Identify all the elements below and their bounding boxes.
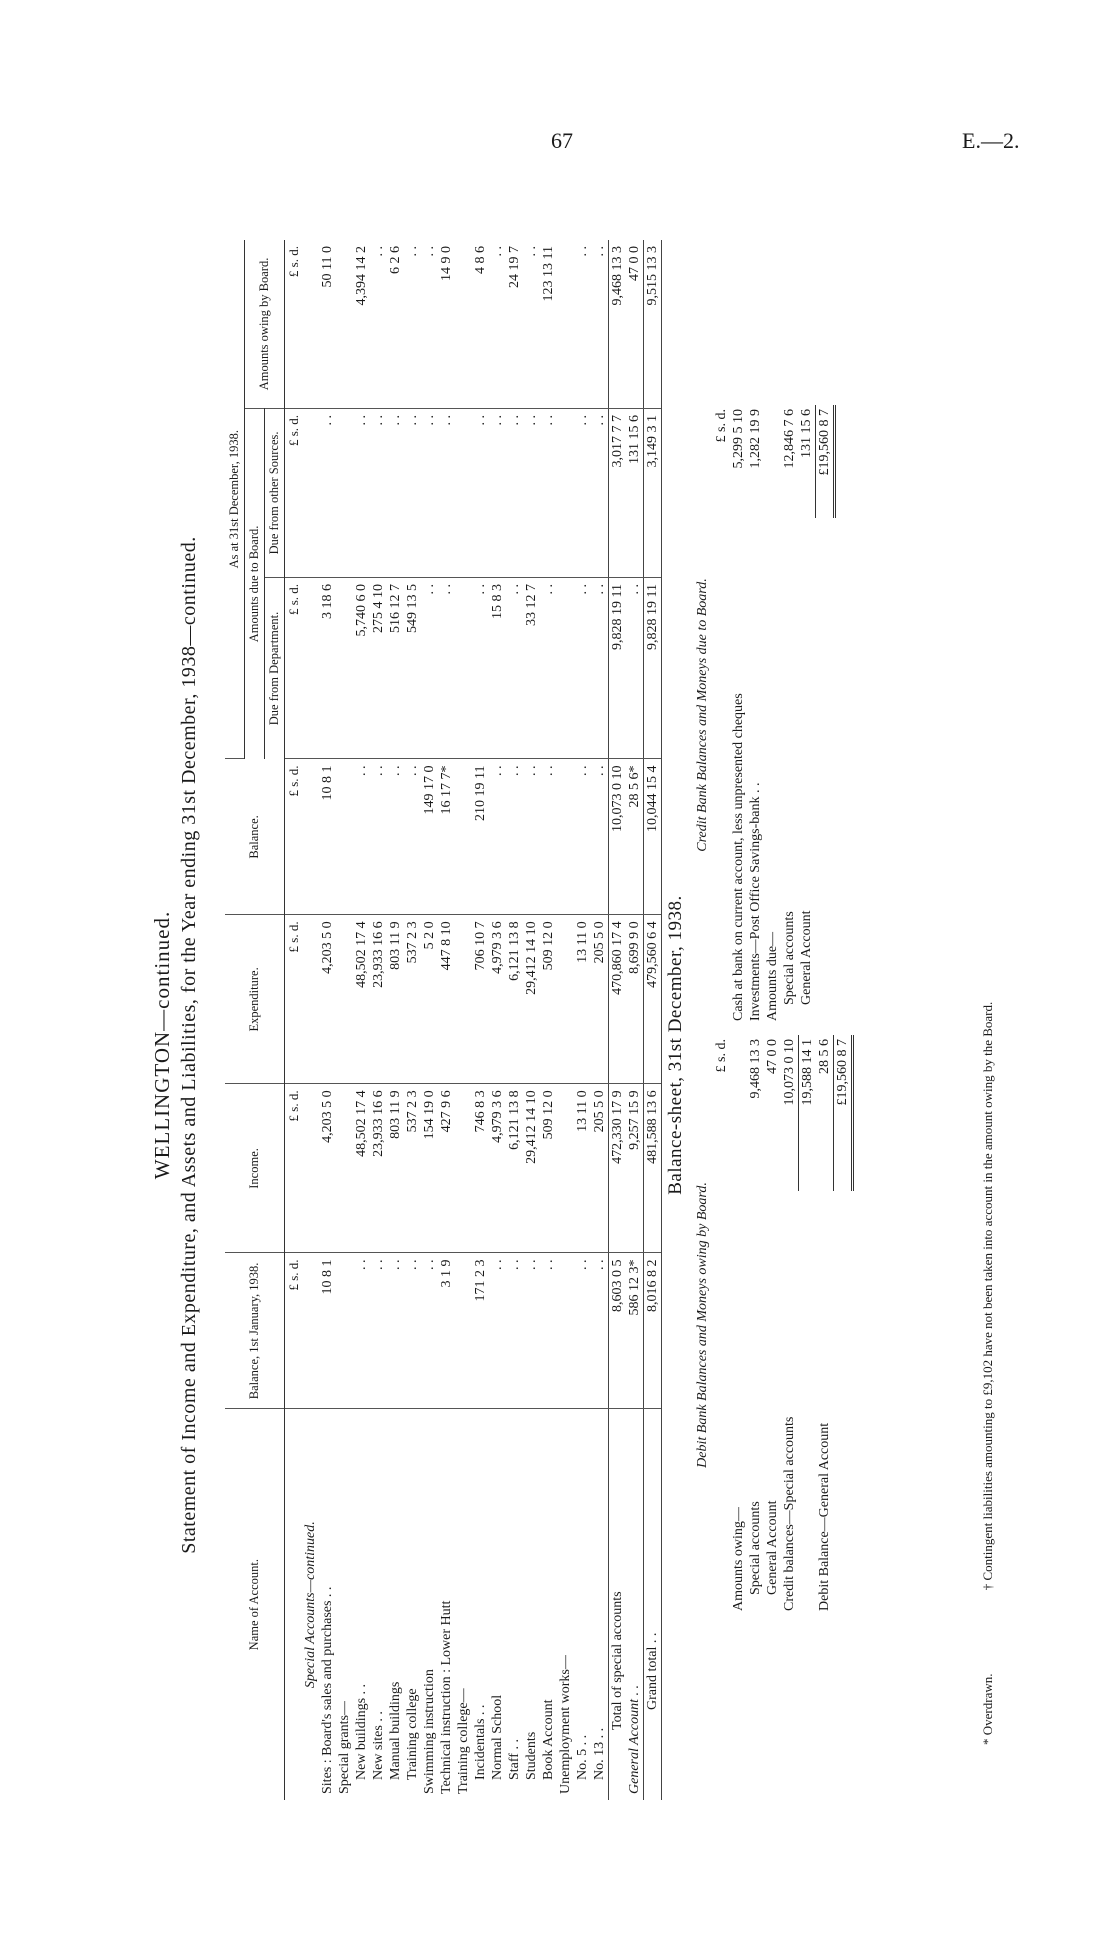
cell-income: 481,588 13 6 xyxy=(644,1084,662,1253)
account-name: Manual buildings xyxy=(387,1681,403,1780)
account-name: Students xyxy=(523,1731,539,1780)
cell-bal-jan xyxy=(557,1253,574,1409)
cell-income: 9,257 15 9 xyxy=(626,1084,644,1253)
debit-subtotal: 19,588 14 1 xyxy=(799,1035,817,1191)
cell-bal: . . xyxy=(591,759,609,915)
cell-dept: . . xyxy=(421,577,438,758)
cell-bal: 28 5 6* xyxy=(626,759,644,915)
cell-owing: 14 9 0 xyxy=(438,240,455,408)
balance-sheet-debit xyxy=(695,1035,854,1615)
table-row xyxy=(302,240,319,1800)
account-name: Special grants— xyxy=(336,1701,352,1794)
unit-cell: £ s. d. xyxy=(285,240,303,408)
cell-bal-jan: . . xyxy=(404,1253,421,1409)
cell-other: . . xyxy=(591,408,609,577)
table-row xyxy=(336,240,353,1800)
cell-exp: 479,560 6 4 xyxy=(644,915,662,1084)
cell-bal-jan: . . xyxy=(387,1253,404,1409)
credit-line-amount: 1,282 19 9 xyxy=(747,409,763,469)
cell-bal-jan: 8,016 8 2 xyxy=(644,1253,662,1409)
table-row xyxy=(353,240,370,1800)
account-name: Sites : Board's sales and purchases . . xyxy=(319,1586,335,1794)
cell-dept: . . xyxy=(472,577,489,758)
cell-other: 131 15 6 xyxy=(626,408,644,577)
cell-bal-jan: 10 8 1 xyxy=(319,1253,336,1409)
balance-sheet-title: Balance-sheet, 31st December, 1938. xyxy=(665,895,686,1195)
credit-total: £19,560 8 7 xyxy=(816,405,835,518)
account-name: Total of special accounts xyxy=(609,1409,627,1800)
account-name: Staff . . xyxy=(506,1739,522,1780)
credit-line-label: General Account xyxy=(798,910,814,1005)
cell-other: . . xyxy=(489,408,506,577)
cell-bal-jan: 586 12 3* xyxy=(626,1253,644,1409)
cell-bal: 149 17 0 xyxy=(421,759,438,915)
col-income: Income. xyxy=(225,1084,285,1253)
account-name: New sites . . xyxy=(370,1711,386,1780)
debit-line-label: Credit balances—Special accounts xyxy=(781,1416,797,1611)
footnote-contingent: † Contingent liabilities amounting to £9,102 have not been taken into account in the amount owing by the Board. xyxy=(980,1001,995,1591)
rotated-statement xyxy=(130,235,1010,1855)
cell-other xyxy=(455,408,472,577)
credit-line-amount xyxy=(764,405,781,518)
cell-owing: . . xyxy=(523,240,540,408)
cell-owing: . . xyxy=(421,240,438,408)
cell-bal xyxy=(302,759,319,915)
table-row xyxy=(489,240,506,1800)
cell-income: 4,979 3 6 xyxy=(489,1084,506,1253)
cell-exp: 803 11 9 xyxy=(387,915,404,1084)
cell-dept: . . xyxy=(574,577,591,758)
debit-heading: Debit Bank Balances and Moneys owing by Board. xyxy=(695,1182,710,1468)
cell-income: 746 8 3 xyxy=(472,1084,489,1253)
cell-income: 205 5 0 xyxy=(591,1084,609,1253)
account-name: Grand total . . xyxy=(644,1409,662,1800)
cell-dept: 549 13 5 xyxy=(404,577,421,758)
cell-dept: 33 12 7 xyxy=(523,577,540,758)
debit-balance-label: Debit Balance—General Account xyxy=(816,1422,832,1611)
credit-line-label: Special accounts xyxy=(781,911,797,1005)
cell-exp: 205 5 0 xyxy=(591,915,609,1084)
cell-income: 13 11 0 xyxy=(574,1084,591,1253)
table-row xyxy=(506,240,523,1800)
cell-income xyxy=(302,1084,319,1253)
cell-bal: . . xyxy=(370,759,387,915)
cell-other: 3,017 7 7 xyxy=(609,408,627,577)
table-row xyxy=(370,240,387,1800)
cell-dept: . . xyxy=(591,577,609,758)
table-row xyxy=(591,240,609,1800)
account-name: No. 5 . . xyxy=(574,1734,590,1780)
cell-owing: 4,394 14 2 xyxy=(353,240,370,408)
cell-income: 23,933 16 6 xyxy=(370,1084,387,1253)
cell-exp: 447 8 10 xyxy=(438,915,455,1084)
debit-line-label: Amounts owing— xyxy=(730,1507,746,1611)
cell-owing: 47 0 0 xyxy=(626,240,644,408)
cell-dept: 5,740 6 0 xyxy=(353,577,370,758)
cell-exp: 48,502 17 4 xyxy=(353,915,370,1084)
cell-exp xyxy=(336,915,353,1084)
cell-exp: 23,933 16 6 xyxy=(370,915,387,1084)
region-title: WELLINGTON—continued. xyxy=(150,910,174,1180)
cell-bal-jan: . . xyxy=(489,1253,506,1409)
cell-owing xyxy=(336,240,353,408)
cell-bal: . . xyxy=(574,759,591,915)
table-row xyxy=(404,240,421,1800)
unit-row xyxy=(285,240,303,1800)
account-name: Normal School xyxy=(489,1694,505,1780)
cell-bal xyxy=(336,759,353,915)
cell-income: 6,121 13 8 xyxy=(506,1084,523,1253)
cell-owing: 123 13 11 xyxy=(540,240,557,408)
credit-unit: £ s. d. xyxy=(713,409,729,443)
account-name: Training college— xyxy=(455,1688,471,1794)
cell-dept: 275 4 10 xyxy=(370,577,387,758)
cell-income: 427 9 6 xyxy=(438,1084,455,1253)
cell-dept: 9,828 19 11 xyxy=(644,577,662,758)
cell-owing: . . xyxy=(574,240,591,408)
cell-bal: 10 8 1 xyxy=(319,759,336,915)
account-name: No. 13 . . xyxy=(591,1727,607,1780)
cell-exp: 13 11 0 xyxy=(574,915,591,1084)
cell-exp xyxy=(302,915,319,1084)
cell-dept: 3 18 6 xyxy=(319,577,336,758)
cell-owing: . . xyxy=(489,240,506,408)
credit-line-label: Amounts due— xyxy=(764,931,780,1021)
cell-owing: 4 8 6 xyxy=(472,240,489,408)
cell-bal: . . xyxy=(353,759,370,915)
table-row xyxy=(540,240,557,1800)
cell-bal: 210 19 11 xyxy=(472,759,489,915)
cell-dept xyxy=(455,577,472,758)
cell-other: . . xyxy=(523,408,540,577)
table-row xyxy=(472,240,489,1800)
cell-bal-jan xyxy=(455,1253,472,1409)
credit-line-amount: 5,299 5 10 xyxy=(730,409,746,469)
debit-total: £19,560 8 7 xyxy=(834,1035,853,1191)
table-row xyxy=(609,240,627,1800)
cell-dept xyxy=(557,577,574,758)
cell-bal xyxy=(455,759,472,915)
cell-income: 509 12 0 xyxy=(540,1084,557,1253)
table-row xyxy=(644,240,662,1800)
cell-other: . . xyxy=(574,408,591,577)
cell-exp xyxy=(455,915,472,1084)
cell-other: . . xyxy=(319,408,336,577)
footnote-overdrawn: * Overdrawn. xyxy=(980,1673,995,1745)
credit-line-label: Investments—Post Office Savings-bank . . xyxy=(747,782,763,1021)
cell-dept: 516 12 7 xyxy=(387,577,404,758)
cell-owing: . . xyxy=(591,240,609,408)
cell-exp: 5 2 0 xyxy=(421,915,438,1084)
cell-bal-jan xyxy=(336,1253,353,1409)
credit-heading: Credit Bank Balances and Moneys due to Board. xyxy=(695,578,710,852)
table-row xyxy=(557,240,574,1800)
cell-dept: . . xyxy=(626,577,644,758)
cell-dept: . . xyxy=(506,577,523,758)
credit-line-label: Cash at bank on current account, less unpresented cheques xyxy=(730,693,746,1021)
cell-bal: . . xyxy=(404,759,421,915)
debit-line-amount xyxy=(730,1035,747,1191)
cell-income: 803 11 9 xyxy=(387,1084,404,1253)
cell-other: . . xyxy=(353,408,370,577)
unit-cell: £ s. d. xyxy=(285,408,303,577)
table-row xyxy=(421,240,438,1800)
cell-other xyxy=(557,408,574,577)
cell-bal-jan: 8,603 0 5 xyxy=(609,1253,627,1409)
unit-cell: £ s. d. xyxy=(285,1084,303,1253)
account-name: Unemployment works— xyxy=(557,1655,573,1794)
col-balance-jan: Balance, 1st January, 1938. xyxy=(225,1253,285,1409)
table-row xyxy=(438,240,455,1800)
unit-cell: £ s. d. xyxy=(285,1253,303,1409)
cell-bal: . . xyxy=(489,759,506,915)
col-amounts-due: Amounts due to Board. xyxy=(245,408,265,759)
cell-exp: 8,699 9 0 xyxy=(626,915,644,1084)
cell-bal-jan: . . xyxy=(591,1253,609,1409)
table-row xyxy=(455,240,472,1800)
account-name: Swimming instruction xyxy=(421,1669,437,1794)
debit-balance-amount: 28 5 6 xyxy=(816,1039,832,1074)
account-name: Book Account xyxy=(540,1699,556,1780)
debit-line-amount: 10,073 0 10 xyxy=(781,1039,797,1106)
cell-other: . . xyxy=(472,408,489,577)
unit-cell: £ s. d. xyxy=(285,759,303,915)
cell-bal-jan: 171 2 3 xyxy=(472,1253,489,1409)
cell-dept xyxy=(336,577,353,758)
cell-exp: 29,412 14 10 xyxy=(523,915,540,1084)
cell-other: . . xyxy=(506,408,523,577)
cell-owing: 9,468 13 3 xyxy=(609,240,627,408)
cell-dept xyxy=(302,577,319,758)
cell-income: 472,330 17 9 xyxy=(609,1084,627,1253)
cell-bal: . . xyxy=(540,759,557,915)
cell-exp xyxy=(557,915,574,1084)
cell-exp: 706 10 7 xyxy=(472,915,489,1084)
debit-line-label: Special accounts xyxy=(747,1501,763,1595)
col-expenditure: Expenditure. xyxy=(225,915,285,1084)
footnotes xyxy=(980,922,996,1745)
cell-other xyxy=(336,408,353,577)
cell-bal: 16 17 7* xyxy=(438,759,455,915)
cell-income xyxy=(557,1084,574,1253)
cell-bal-jan: . . xyxy=(540,1253,557,1409)
cell-bal: . . xyxy=(387,759,404,915)
cell-dept: . . xyxy=(540,577,557,758)
cell-dept: . . xyxy=(438,577,455,758)
account-name: General Account . . xyxy=(626,1685,642,1794)
cell-dept: 9,828 19 11 xyxy=(609,577,627,758)
cell-owing: 50 11 0 xyxy=(319,240,336,408)
unit-cell: £ s. d. xyxy=(285,577,303,758)
page-number: 67 xyxy=(551,128,573,153)
table-row xyxy=(319,240,336,1800)
account-name: Training college xyxy=(404,1688,420,1780)
cell-owing xyxy=(302,240,319,408)
cell-income xyxy=(336,1084,353,1253)
cell-owing: 9,515 13 3 xyxy=(644,240,662,408)
cell-bal-jan: . . xyxy=(370,1253,387,1409)
cell-exp: 537 2 3 xyxy=(404,915,421,1084)
debit-line-amount: 47 0 0 xyxy=(764,1039,780,1074)
statement-table xyxy=(225,240,662,1800)
cell-other xyxy=(302,408,319,577)
cell-bal: 10,044 15 4 xyxy=(644,759,662,915)
cell-bal: . . xyxy=(523,759,540,915)
cell-income: 48,502 17 4 xyxy=(353,1084,370,1253)
cell-owing: . . xyxy=(370,240,387,408)
account-name: Incidentals . . xyxy=(472,1704,488,1780)
cell-bal-jan: . . xyxy=(353,1253,370,1409)
cell-bal xyxy=(557,759,574,915)
col-balance: Balance. xyxy=(225,759,285,915)
cell-income: 4,203 5 0 xyxy=(319,1084,336,1253)
cell-bal: . . xyxy=(506,759,523,915)
cell-other: . . xyxy=(404,408,421,577)
cell-other: . . xyxy=(438,408,455,577)
cell-bal-jan: . . xyxy=(506,1253,523,1409)
cell-other: 3,149 3 1 xyxy=(644,408,662,577)
account-name: Technical instruction : Lower Hutt xyxy=(438,1600,454,1794)
cell-exp: 4,979 3 6 xyxy=(489,915,506,1084)
cell-dept: 15 8 3 xyxy=(489,577,506,758)
table-row xyxy=(574,240,591,1800)
cell-income xyxy=(455,1084,472,1253)
cell-exp: 6,121 13 8 xyxy=(506,915,523,1084)
statement-title: Statement of Income and Expenditure, and Assets and Liabilities, for the Year ending 31st December, 1938—continued. xyxy=(178,536,200,1554)
cell-owing xyxy=(557,240,574,408)
account-name: Special Accounts—continued. xyxy=(302,1521,318,1689)
unit-cell: £ s. d. xyxy=(285,915,303,1084)
debit-line-amount: 9,468 13 3 xyxy=(747,1039,763,1099)
cell-owing: . . xyxy=(404,240,421,408)
cell-owing xyxy=(455,240,472,408)
cell-exp: 4,203 5 0 xyxy=(319,915,336,1084)
table-row xyxy=(523,240,540,1800)
cell-exp: 470,860 17 4 xyxy=(609,915,627,1084)
col-owing: Amounts owing by Board. xyxy=(245,240,285,408)
account-name: New buildings . . xyxy=(353,1683,369,1780)
col-name: Name of Account. xyxy=(225,1409,285,1800)
cell-income: 29,412 14 10 xyxy=(523,1084,540,1253)
table-row xyxy=(626,240,644,1800)
cell-bal-jan: 3 1 9 xyxy=(438,1253,455,1409)
cell-bal-jan: . . xyxy=(421,1253,438,1409)
cell-other: . . xyxy=(421,408,438,577)
col-as-at: As at 31st December, 1938. xyxy=(225,240,245,759)
cell-bal-jan xyxy=(302,1253,319,1409)
table-row xyxy=(387,240,404,1800)
col-due-other: Due from other Sources. xyxy=(265,408,285,577)
cell-other: . . xyxy=(540,408,557,577)
cell-owing: 6 2 6 xyxy=(387,240,404,408)
cell-income: 154 19 0 xyxy=(421,1084,438,1253)
cell-exp: 509 12 0 xyxy=(540,915,557,1084)
credit-line-amount: 12,846 7 6 xyxy=(781,409,797,469)
cell-other: . . xyxy=(387,408,404,577)
cell-bal: 10,073 0 10 xyxy=(609,759,627,915)
cell-other: . . xyxy=(370,408,387,577)
balance-sheet-credit xyxy=(695,405,836,1025)
cell-owing: 24 19 7 xyxy=(506,240,523,408)
col-due-dept: Due from Department. xyxy=(265,577,285,758)
debit-unit: £ s. d. xyxy=(713,1039,729,1073)
credit-line-amount: 131 15 6 xyxy=(798,409,814,458)
cell-income: 537 2 3 xyxy=(404,1084,421,1253)
cell-bal-jan: . . xyxy=(574,1253,591,1409)
page-reference: E.—2. xyxy=(962,128,1020,153)
debit-line-label: General Account xyxy=(764,1500,780,1595)
cell-bal-jan: . . xyxy=(523,1253,540,1409)
